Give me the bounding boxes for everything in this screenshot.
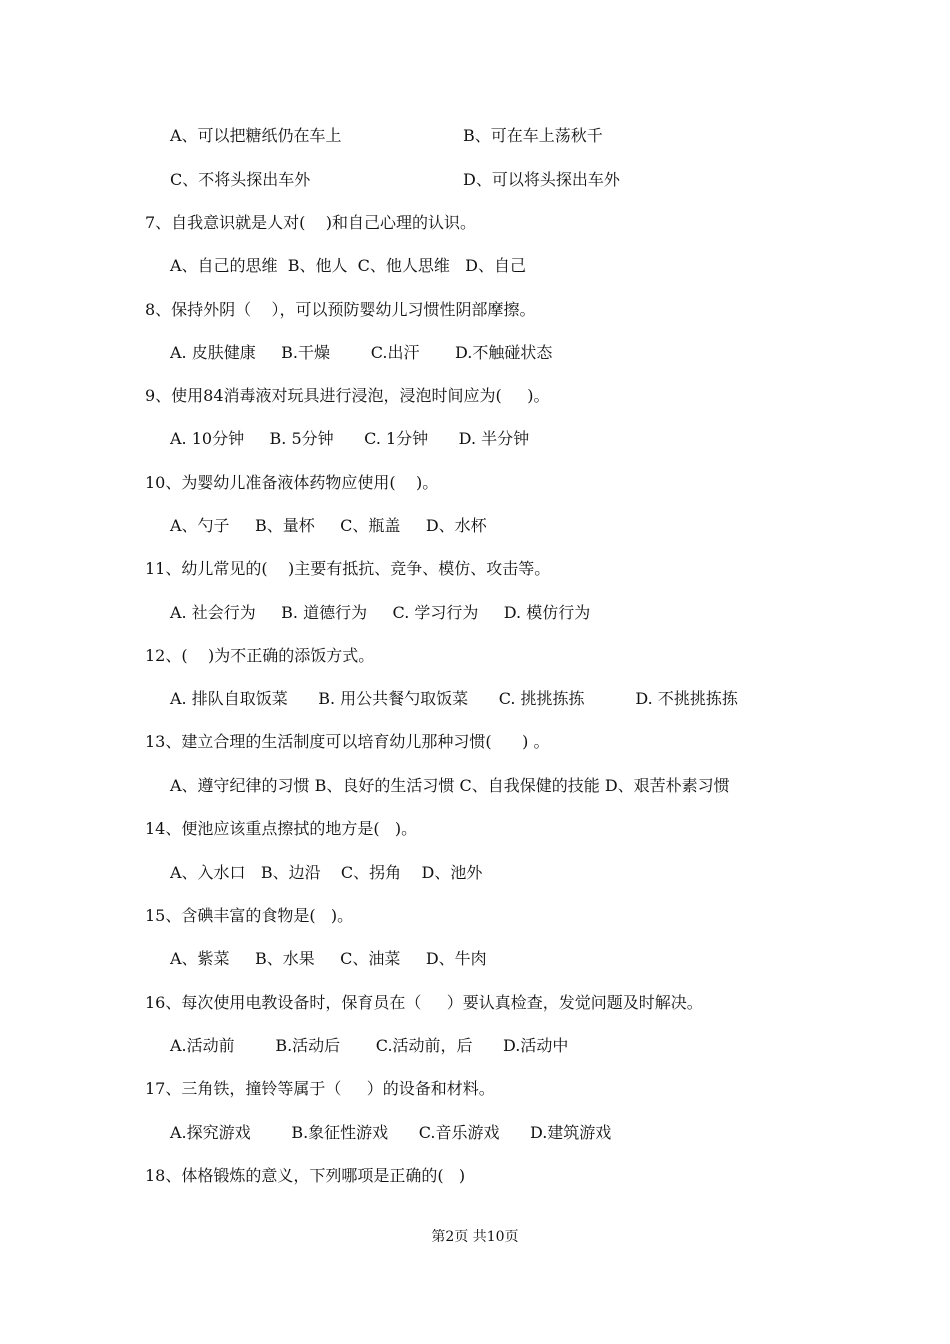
- question-17: 17、三角铁，撞铃等属于（ ）的设备和材料。: [145, 1079, 495, 1098]
- question-15-options: A、紫菜 B、水果 C、油菜 D、牛肉: [170, 949, 487, 968]
- question-6-option-d: D、可以将头探出车外: [463, 170, 620, 189]
- question-13-options: A、遵守纪律的习惯 B、良好的生活习惯 C、自我保健的技能 D、艰苦朴素习惯: [170, 776, 730, 795]
- question-6-option-c: C、不将头探出车外: [170, 170, 311, 189]
- question-14: 14、便池应该重点擦拭的地方是( )。: [145, 819, 418, 838]
- question-11: 11、幼儿常见的( )主要有抵抗、竞争、模仿、攻击等。: [145, 559, 551, 578]
- question-11-options: A. 社会行为 B. 道德行为 C. 学习行为 D. 模仿行为: [170, 603, 591, 622]
- question-6-option-b: B、可在车上荡秋千: [463, 126, 603, 145]
- question-9-options: A. 10分钟 B. 5分钟 C. 1分钟 D. 半分钟: [170, 429, 530, 448]
- question-8: 8、保持外阴（ ），可以预防婴幼儿习惯性阴部摩擦。: [145, 300, 536, 319]
- question-16-options: A.活动前 B.活动后 C.活动前，后 D.活动中: [170, 1036, 569, 1055]
- question-7: 7、自我意识就是人对( )和自己心理的认识。: [145, 213, 477, 232]
- question-12-options: A. 排队自取饭菜 B. 用公共餐勺取饭菜 C. 挑挑拣拣 D. 不挑挑拣拣: [170, 689, 738, 708]
- question-10-options: A、勺子 B、量杯 C、瓶盖 D、水杯: [170, 516, 487, 535]
- question-12: 12、( )为不正确的添饭方式。: [145, 646, 375, 665]
- question-15: 15、含碘丰富的食物是( )。: [145, 906, 354, 925]
- question-14-options: A、入水口 B、边沿 C、拐角 D、池外: [170, 863, 483, 882]
- question-9: 9、使用84消毒液对玩具进行浸泡，浸泡时间应为( )。: [145, 386, 550, 405]
- question-6-option-a: A、可以把糖纸仍在车上: [170, 126, 342, 145]
- question-13: 13、建立合理的生活制度可以培育幼儿那种习惯( ) 。: [145, 732, 550, 751]
- page-footer: 第2页 共10页: [431, 1229, 519, 1245]
- question-18: 18、体格锻炼的意义，下列哪项是正确的( ): [145, 1166, 466, 1185]
- question-7-options: A、自己的思维 B、他人 C、他人思维 D、自己: [170, 256, 526, 275]
- question-8-options: A. 皮肤健康 B.干燥 C.出汗 D.不触碰状态: [170, 343, 553, 362]
- question-16: 16、每次使用电教设备时，保育员在（ ）要认真检查，发觉问题及时解决。: [145, 993, 703, 1012]
- question-10: 10、为婴幼儿准备液体药物应使用( )。: [145, 473, 439, 492]
- question-17-options: A.探究游戏 B.象征性游戏 C.音乐游戏 D.建筑游戏: [170, 1123, 612, 1142]
